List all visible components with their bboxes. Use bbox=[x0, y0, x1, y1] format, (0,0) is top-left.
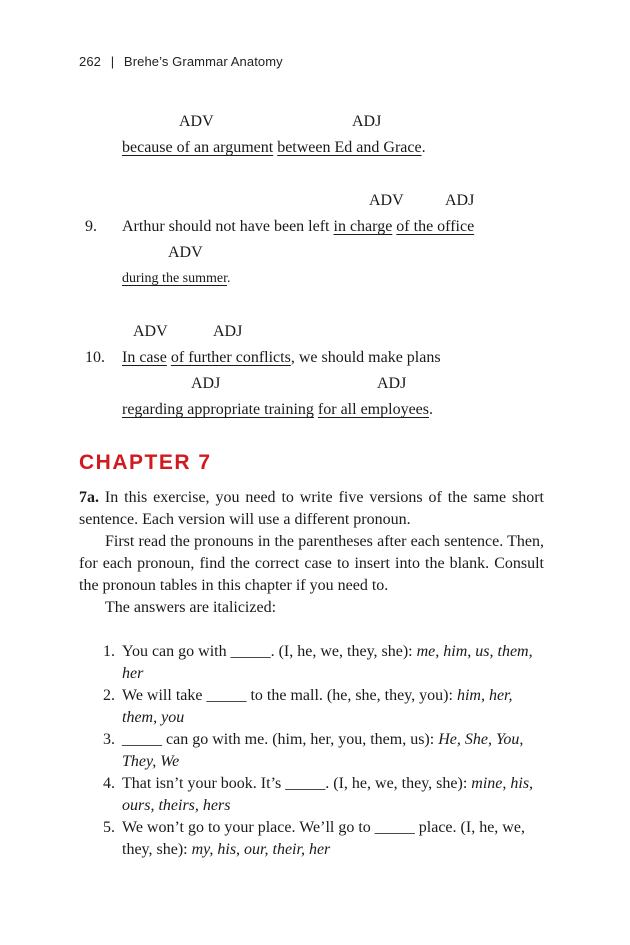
label-adv: ADV bbox=[179, 113, 214, 130]
list-item: 4. That isn’t your book. It’s _____. (I, he, we, they, she): mine, his, ours, theirs, hers bbox=[103, 775, 534, 814]
list-item: 1. You can go with _____. (I, he, we, they, she): me, him, us, them, her bbox=[103, 643, 533, 682]
exercise-label: 7a. bbox=[79, 489, 99, 506]
underlined-phrase: between Ed and Grace bbox=[277, 139, 422, 156]
item10-sentence: In case of further conflicts, we should make plans bbox=[122, 349, 441, 366]
answer-text: my, his, our, their, her bbox=[191, 841, 331, 858]
underlined-phrase: during the summer bbox=[122, 271, 227, 286]
label-adj: ADJ bbox=[352, 113, 382, 130]
list-item: 2. We will take _____ to the mall. (he, she, they, you): him, her, them, you bbox=[103, 687, 513, 726]
label-adv: ADV bbox=[369, 192, 404, 209]
answer-text: him, her, them, you bbox=[122, 687, 513, 726]
page-number: 262 bbox=[79, 54, 101, 69]
underlined-phrase: for all employees bbox=[317, 401, 429, 418]
underlined-phrase: of the office bbox=[396, 218, 475, 235]
list-item: 5. We won’t go to your place. We’ll go to _____ place. (I, he, we, they, she): my, his, our, their, her bbox=[103, 819, 525, 858]
label-adv: ADV bbox=[133, 323, 168, 340]
label-adj: ADJ bbox=[377, 375, 407, 392]
answer-text: He, She, You, They, We bbox=[122, 731, 524, 770]
label-adj: ADJ bbox=[191, 375, 221, 392]
header-separator: | bbox=[110, 54, 115, 69]
running-header bbox=[79, 54, 283, 69]
underlined-phrase: because of an argument bbox=[122, 139, 274, 156]
list-item: 3. _____ can go with me. (him, her, you, them, us): He, She, You, They, We bbox=[103, 731, 524, 770]
answer-text: me, him, us, them, her bbox=[122, 643, 533, 682]
intro-paragraph: 7a. In this exercise, you need to write five versions of the same short sentence. Each version will use a different pronoun. bbox=[79, 489, 544, 528]
label-adj: ADJ bbox=[213, 323, 243, 340]
instructions-paragraph: First read the pronouns in the parentheses after each sentence. Then, for each pronoun, find the correct case to insert into the blank. Consult the pronoun tables in this chapter if you need to. bbox=[79, 533, 544, 594]
underlined-phrase: in charge bbox=[333, 218, 393, 235]
continued-sentence: because of an argument between Ed and Grace. bbox=[122, 139, 426, 156]
underlined-phrase: regarding appropriate training bbox=[122, 401, 314, 418]
book-title: Brehe’s Grammar Anatomy bbox=[123, 54, 283, 69]
item-number: 10. bbox=[85, 349, 105, 366]
item9-line2: during the summer. bbox=[122, 271, 231, 286]
item9-sentence: Arthur should not have been left in charge of the office bbox=[122, 218, 475, 235]
label-adj: ADJ bbox=[445, 192, 475, 209]
answers-note: The answers are italicized: bbox=[105, 599, 277, 616]
chapter-heading: CHAPTER 7 bbox=[79, 451, 212, 474]
underlined-phrase: In case bbox=[122, 349, 167, 366]
label-adv: ADV bbox=[168, 244, 203, 261]
exercise-list bbox=[79, 641, 544, 861]
underlined-phrase: of further conflicts bbox=[170, 349, 291, 366]
answer-text: mine, his, ours, theirs, hers bbox=[122, 775, 534, 814]
item-number: 9. bbox=[85, 218, 97, 235]
item10-line2: regarding appropriate training for all employees. bbox=[122, 401, 433, 418]
